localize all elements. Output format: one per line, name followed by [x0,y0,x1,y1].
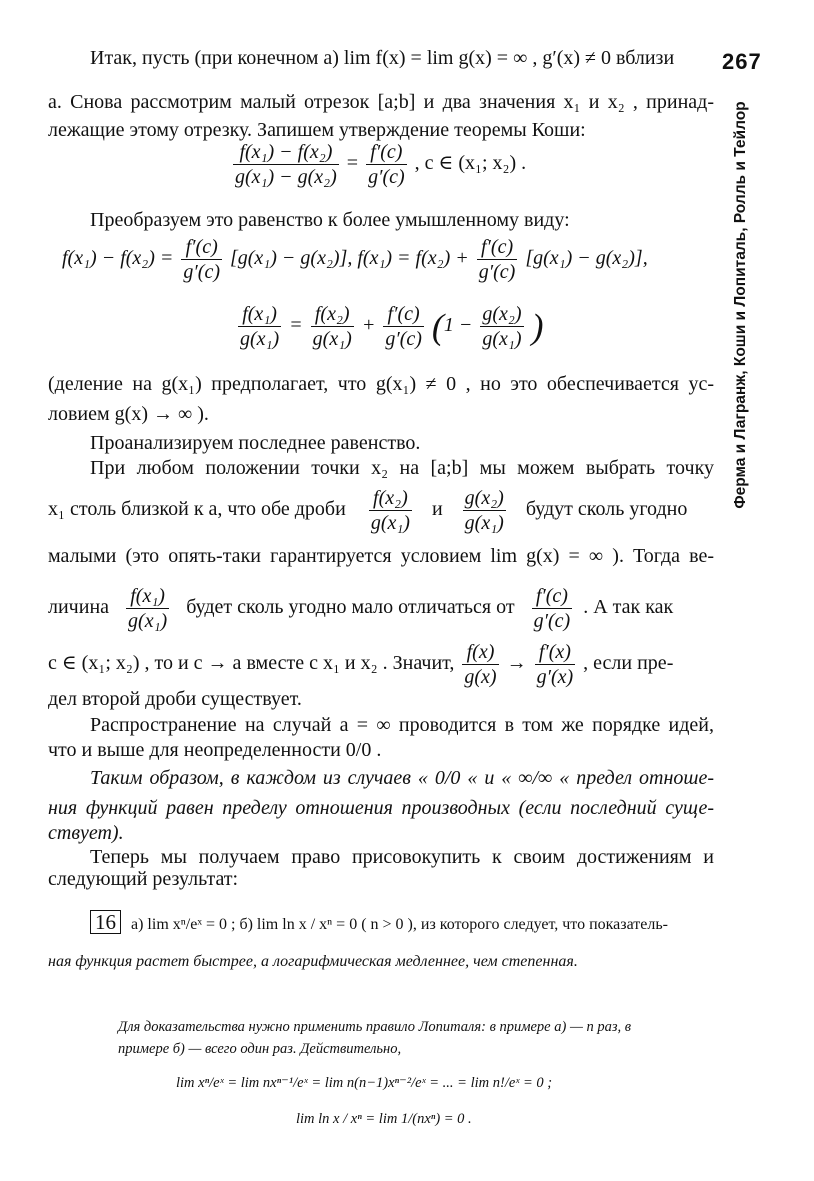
line-11-frac-2-den: g′(c) [533,610,571,632]
eq2-frac-1 [181,235,222,284]
line-7: Проанализируем последнее равенство. [90,432,421,454]
eq3-frac-2 [311,302,354,351]
line-11-frac-2 [532,584,573,633]
line-11-c: . А так как [583,596,674,619]
line-20: следующий результат: [48,868,239,890]
problem-number-box: 16 [90,910,121,934]
line-9-frac-2 [463,486,506,535]
proof-equation-1: lim xⁿ/eˣ = lim nxⁿ⁻¹/eˣ = lim n(n−1)xⁿ⁻²/eˣ = ... = lim n!/eˣ = 0 ; [176,1075,553,1091]
line-12-frac-1-den: g(x) [464,666,497,688]
line-2: a. Снова рассмотрим малый отрезок [a;b] и два значения x₁ и x₂ , принад- [48,91,714,113]
eq2-part-a: f(x₁) − f(x₂) = [62,247,174,270]
eq2-frac-1-den: g′(c) [183,261,220,283]
side-heading [726,90,756,520]
line-9-a: x₁ столь близкой к a, что обе дроби [48,498,346,521]
line-1: Итак, пусть (при конечном a) lim f(x) = lim g(x) = ∞ , g′(x) ≠ 0 вблизи [90,47,675,69]
eq3-frac-4-num: g(x₂) [482,303,522,325]
eq3-frac-3-den: g′(c) [385,328,422,350]
line-12-c: , если пре- [583,652,674,675]
eq3-frac-1-num: f(x₁) [238,302,281,327]
line-12-frac-1 [462,640,498,689]
eq3-frac-3-num: f′(c) [383,302,424,327]
eq3-frac-1 [238,302,281,351]
line-14: Распространение на случай a = ∞ проводится в том же порядке идей, [90,714,714,736]
eq1-tail: , c ∈ (x₁; x₂) . [414,152,527,175]
line-11 [48,584,714,633]
eq2-frac-1-num: f′(c) [181,235,222,260]
proof-line-2: примере б) — всего один раз. Действительно, [118,1041,402,1057]
line-11-frac-2-num: f′(c) [532,584,573,609]
line-18: ствует). [48,822,124,844]
line-9-frac-1 [369,486,412,535]
line-16: Таким образом, в каждом из случаев « 0/0 « и « ∞/∞ « предел отноше- [90,767,714,789]
eq3-frac-1-den: g(x₁) [240,328,280,350]
eq1-right-den: g′(c) [368,166,405,188]
line-9 [48,486,714,535]
proof-line-1: Для доказательства нужно применить правило Лопиталя: в примере а) — n раз, в [118,1019,632,1035]
page-number: 267 [722,49,762,74]
eq3-frac-4 [480,302,523,351]
problem-16 [90,910,714,937]
line-12-b: → [506,652,527,675]
line-11-a: личина [48,596,110,619]
line-12-frac-2 [535,640,576,689]
eq3-frac-2-den: g(x₁) [312,328,352,350]
line-17: ния функций равен пределу отношения производных (если последний суще- [48,797,714,819]
proof-equation-2: lim ln x / xⁿ = lim 1/(nxⁿ) = 0 . [296,1111,472,1127]
line-4: Преобразуем это равенство к более умышленному виду: [90,209,570,231]
line-11-b: будет сколь угодно мало отличаться от [186,596,515,619]
line-12-frac-2-den: g′(x) [536,666,574,688]
eq2-frac-2-den: g′(c) [478,261,516,283]
line-11-frac-1-num: f(x₁) [126,584,169,609]
line-12 [48,640,714,689]
eq3-frac-3 [383,302,424,351]
transform-equation [62,235,712,284]
line-9-frac-1-den: g(x₁) [370,512,410,534]
eq2-frac-2 [477,235,518,284]
line-5: (деление на g(x₁) предполагает, что g(x₁) ≠ 0 , но это обеспечивается ус- [48,373,714,395]
line-12-frac-2-num: f′(x) [535,640,576,665]
eq2-frac-2-num: f′(c) [477,235,518,260]
line-9-frac-2-num: g(x₂) [464,487,504,509]
line-10: малыми (это опять-таки гарантируется условием lim g(x) = ∞ ). Тогда ве- [48,545,714,567]
line-8: При любом положении точки x₂ на [a;b] мы можем выбрать точку [90,457,714,479]
eq1-left-den: g(x₁) − g(x₂) [235,166,337,188]
eq1-right-num: f′(c) [366,140,407,165]
line-9-frac-2-den: g(x₁) [464,512,504,534]
eq3-frac-2-num: f(x₂) [311,302,354,327]
eq1-right-fraction [366,140,407,189]
line-12-a: c ∈ (x₁; x₂) , то и c → a вместе с x₁ и x₂ . Значит, [48,652,455,675]
eq3-frac-4-den: g(x₁) [482,328,522,350]
line-3: лежащие этому отрезку. Запишем утверждение теоремы Коши: [48,119,586,141]
line-11-frac-1-den: g(x₁) [128,610,168,632]
problem-16-statement: а) lim xⁿ/eˣ = 0 ; б) lim ln x / xⁿ = 0 ( n > 0 ), из которого следует, что показатель- [131,916,668,933]
line-9-b: и [431,498,443,521]
ratio-equation: $\frac{\text{f(x₁)}}{\text{g(x₁)}}$ = $\frac{\text{f(x₂)}}{\text{g(x₁)}}$ + $\frac{f'(c)}{g'(c)}$ (1 − $\frac{\text{g(x₂)}}{\text{g(x₁)}}$ ) [240,303,544,350]
close-paren: ) [531,306,544,347]
line-9-c: будут сколь угодно [525,498,688,521]
eq2-part-c: [g(x₁) − g(x₂)], [525,247,648,270]
line-12-frac-1-num: f(x) [462,640,498,665]
side-heading-text: Ферма и Лагранж, Коши и Лопиталь, Ролль и Тейлор [732,101,749,509]
line-13: дел второй дроби существует. [48,688,302,710]
line-11-frac-1 [126,584,169,633]
line-19: Теперь мы получаем право присовокупить к своим достижениям и [90,846,714,868]
eq2-part-b: [g(x₁) − g(x₂)], f(x₁) = f(x₂) + [229,247,469,270]
line-6: ловием g(x) → ∞ ). [48,403,209,425]
line-15: что и выше для неопределенности 0/0 . [48,739,382,761]
eq1-left-num: f(x₁) − f(x₂) [233,140,339,165]
cauchy-equation: $\frac{\text{f(x₁) − f(x₂)}}{\text{g(x₁) − g(x₂)}}$ = $\frac{f'(c)}{g'(c)}$ , c ∈ (x₁; x₂) . [235,141,527,188]
eq1-left-fraction [233,140,339,189]
problem-16-conclusion: ная функция растет быстрее, а логарифмическая медленнее, чем степенная. [48,953,578,970]
open-paren: ( [431,306,444,347]
line-9-frac-1-num: f(x₂) [369,486,412,511]
